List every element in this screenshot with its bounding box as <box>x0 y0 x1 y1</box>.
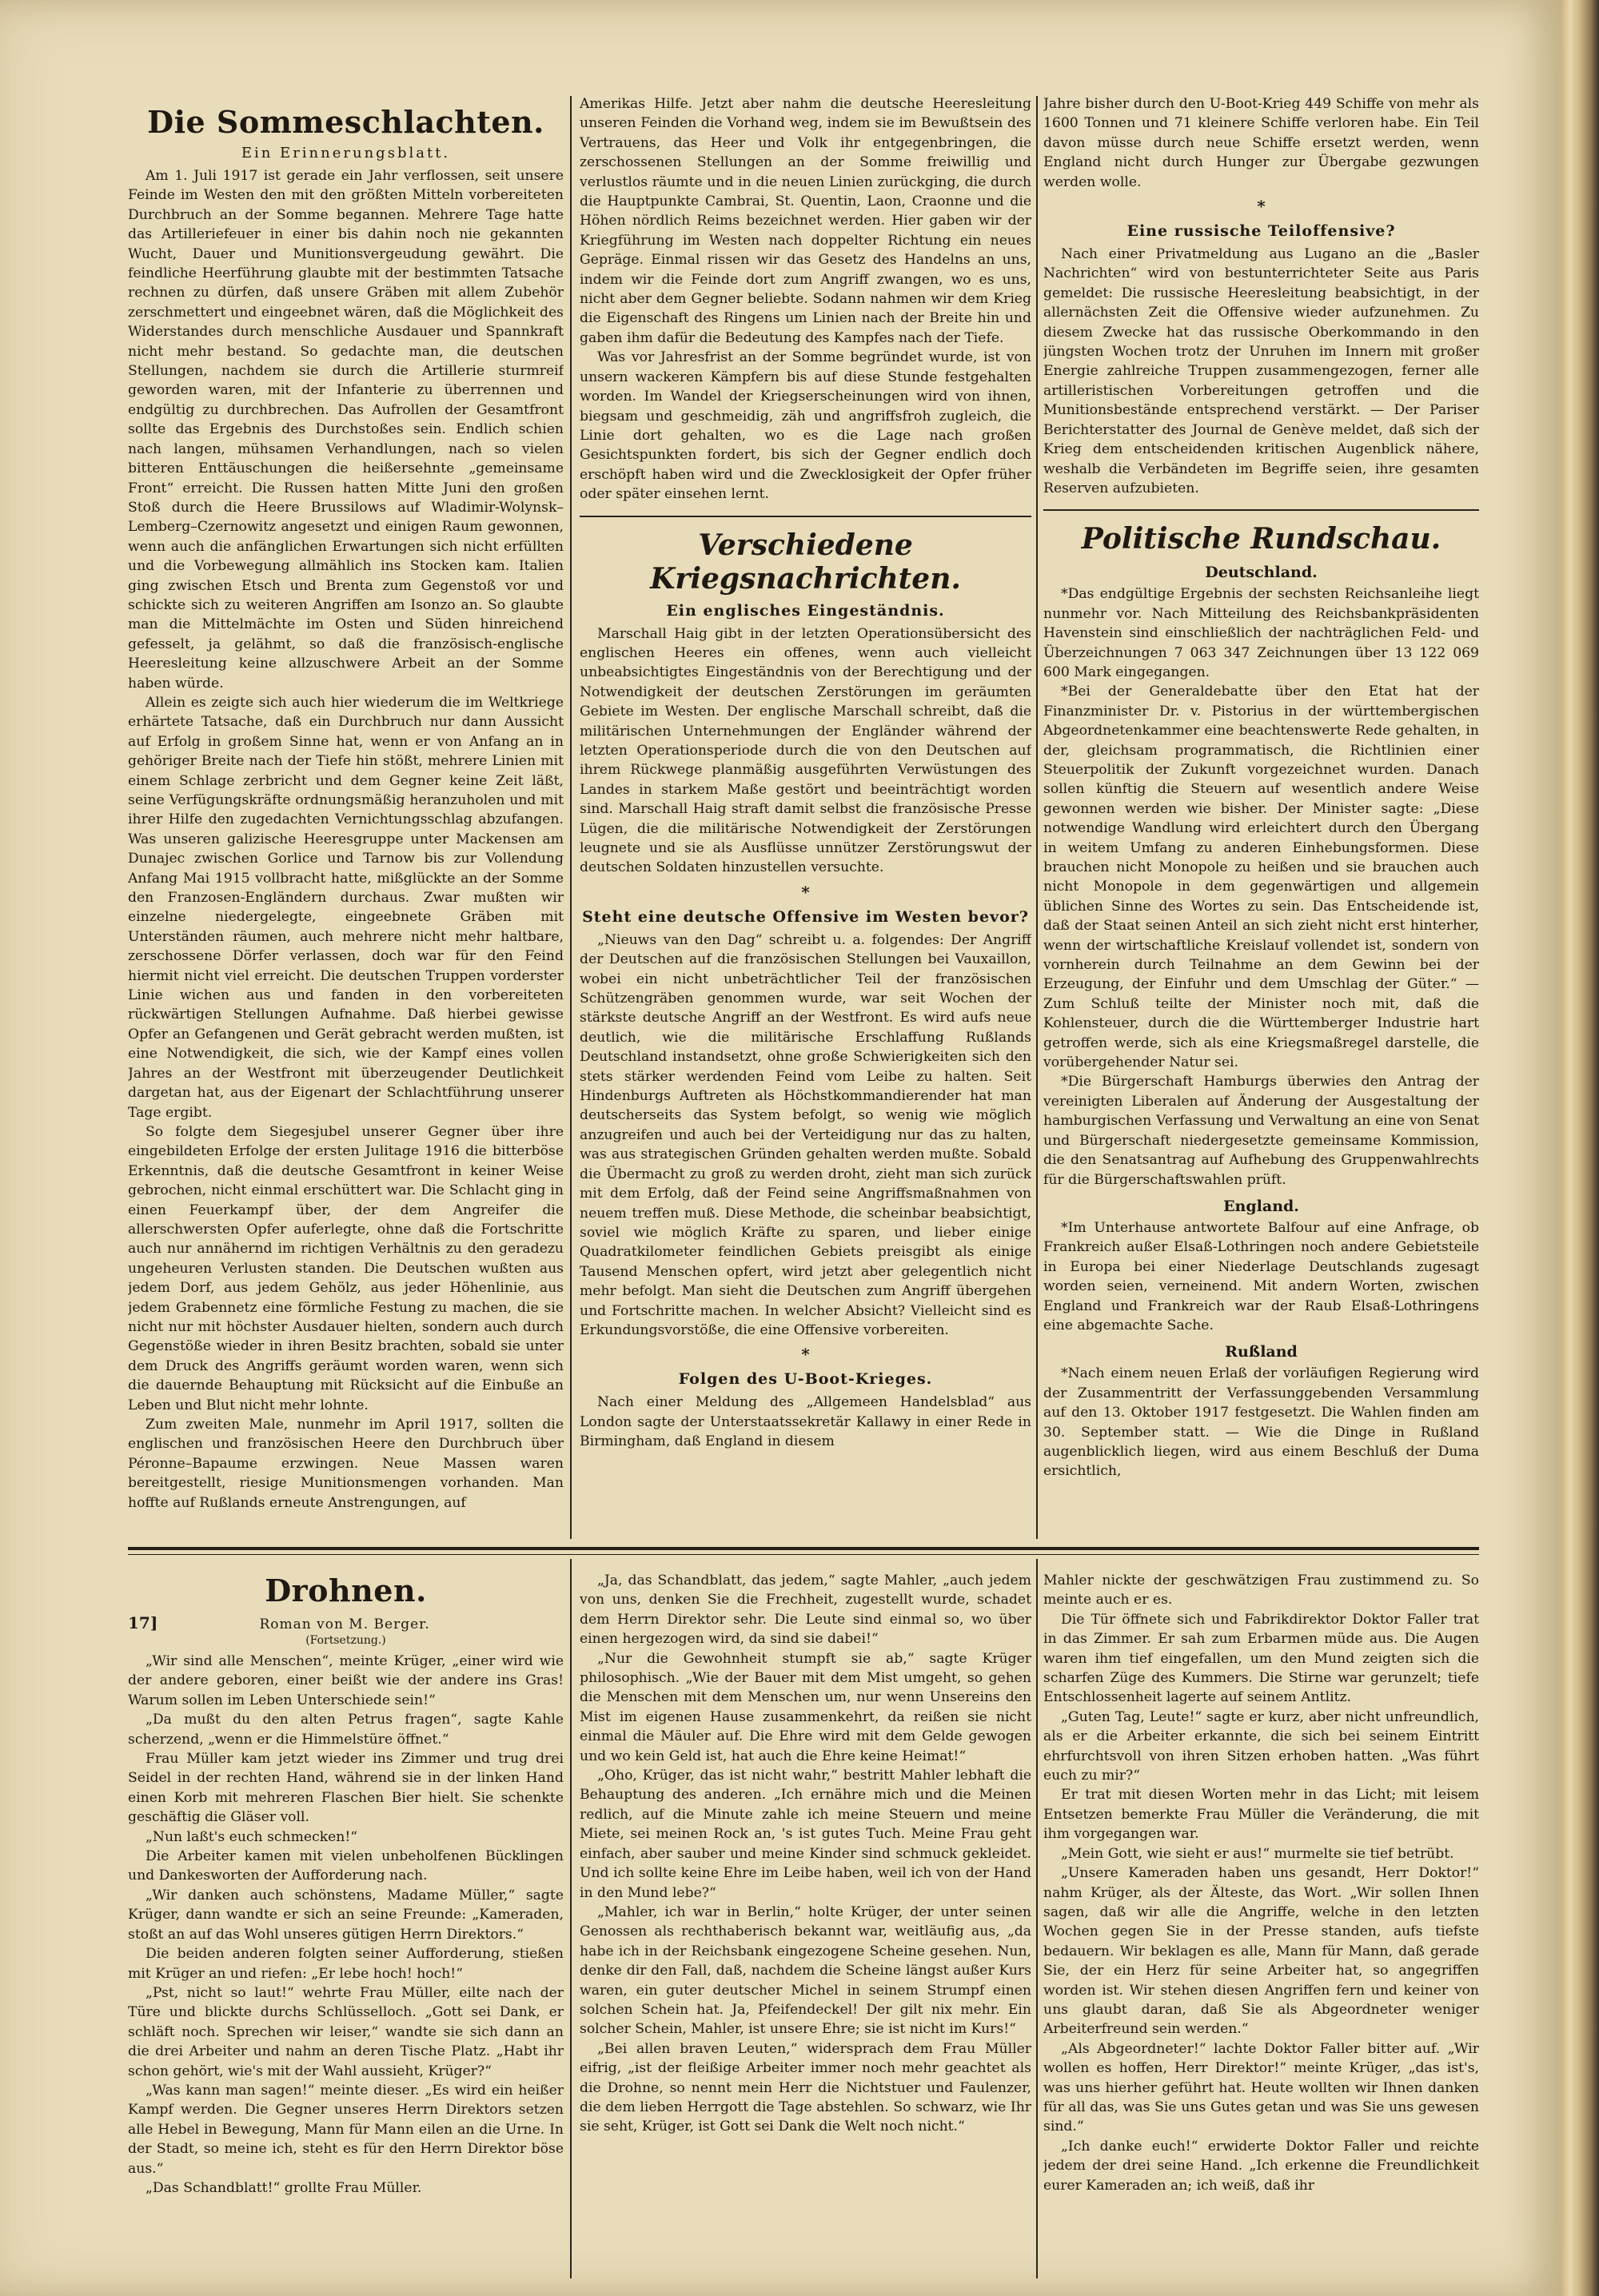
novel-paragraph: „Was kann man sagen!“ meinte dieser. „Es wird ein heißer Kampf werden. Die Gegner unseres Herrn Direktors setzen alle Hebel in Bewegung, Mann für Mann eilen an die Urne. In der Stadt, so meine ich, steht es für den Herrn Direktor böse aus.“ <box>128 2082 564 2177</box>
novel-title: Drohnen. <box>265 1573 427 1608</box>
article-paragraph: Was vor Jahresfrist an der Somme begründet wurde, ist von unsern wackeren Kämpfern bis auf diese Stunde festgehalten worden. Im Wandel der Kriegserscheinungen wird von ihnen, biegsam und geschmeidig, zäh und angriffsfroh zugleich, die Linie dort gehalten, wo es die Lage nach großen Gesichtspunkten fordert, bis sich der Gegner endlich doch erschöpft haben wird und die Zwecklosigkeit der Opfer früher oder später einsehen lernt. <box>580 349 1031 503</box>
novel-paragraph: „Da mußt du den alten Petrus fragen“, sagte Kahle scherzend, „wenn er die Himmelstüre öffnet.“ <box>128 1712 564 1748</box>
article-paragraph: So folgte dem Siegesjubel unserer Gegner über ihre eingebildeten Erfolge der ersten Julitage 1916 die bitterböse Erkenntnis, daß die deutsche Gesamtfront in keiner Weise gebrochen, nicht einmal erschüttert war. Die Schlacht ging in einen Feuerkampf über, der dem Angreifer die allerschwersten Opfer auferlegte, ohne daß die Fortschritte auch nur annähernd im richtigen Verhältnis zu den geradezu ungeheuren Verlusten standen. Die Deutschen wußten aus jedem Dorf, aus jedem Gehölz, aus jeder Höhenlinie, aus jedem Grabennetz eine förmliche Festung zu machen, die sie nicht nur mit höchster Ausdauer hielten, sondern auch durch Gegenstöße wieder in ihren Besitz brachten, sobald sie unter dem Druck des Angriffs geräumt worden waren, wenn sich die dauernde Behauptung mit Rücksicht auf die Einbuße an Leben und Blut nicht mehr lohnte. <box>128 1123 564 1413</box>
news-paragraph: Jahre bisher durch den U-Boot-Krieg 449 Schiffe von mehr als 1600 Tonnen und 71 kleinere Schiffe verloren habe. Ein Teil davon müsse durch neue Schiffe ersetzt werden, wenn England nicht durch Hunger zur Übergabe gezwungen werden wolle. <box>1043 96 1479 190</box>
column-2-bottom <box>580 1571 1031 2274</box>
feuilleton-rule-thin <box>128 1554 1479 1555</box>
novel-paragraph: „Nun laßt's euch schmecken!“ <box>146 1828 358 1845</box>
news-paragraph: *Nach einem neuen Erlaß der vorläufigen Regierung wird der Zusammentritt der Verfassunggebenden Versammlung auf den 13. Oktober 1917 festgesetzt. Die Wahlen finden am 30. September statt. — Wie die Dinge in Rußland augenblicklich liegen, wird aus einem Beschluß der Duma ersichtlich, <box>1043 1365 1479 1480</box>
news-headline: Folgen des U-Boot-Krieges. <box>678 1370 933 1389</box>
novel-paragraph: „Als Abgeordneter!“ lachte Doktor Faller bitter auf. „Wir wollen es hoffen, Herr Direktor!“ meinte Krüger, „das ist's, was uns hierher geführt hat. Heute wollten wir Ihnen danken für all das, was Sie uns Gutes getan und was Sie uns gewesen sind.“ <box>1043 2040 1479 2135</box>
novel-byline: Roman von M. Berger. <box>259 1616 430 1632</box>
novel-paragraph: Frau Müller kam jetzt wieder ins Zimmer und trug drei Seidel in der rechten Hand, während sie in der linken Hand einen Korb mit mehreren Flaschen Bier hielt. Sie schenkte geschäftig die Gläser voll. <box>128 1751 564 1826</box>
news-paragraph: *Die Bürgerschaft Hamburgs überwies den Antrag der vereinigten Liberalen auf Änderung der Ausgestaltung der hamburgischen Verfassung und Verwaltung an eine von Senat und Bürgerschaft niedergesetzte gemeinsame Kommission, die den Senatsantrag auf Aufhebung des Gruppenwahlrechts für die Bürgerschaftswahlen prüft. <box>1043 1074 1479 1188</box>
news-paragraph: Nach einer Meldung des „Allgemeen Handelsblad“ aus London sagte der Unterstaatssekretär Kallawy in einer Rede in Birmingham, daß England in diesem <box>580 1394 1031 1450</box>
news-paragraph: Marschall Haig gibt in der letzten Operationsübersicht des englischen Heeres ein offenes, wenn auch vielleicht unbeabsichtigtes Eingeständnis von der Berechtigung und der Notwendigkeit der deutschen Zerstörungen im geräumten Gebiete im Westen. Der englische Marschall schreibt, daß die militärischen Unternehmungen der Engländer während der letzten Operationsperiode durch die von den Deutschen auf ihrem Rückwege planmäßig ausgeführten Verwüstungen des Landes in starkem Maße gestört und beeinträchtigt worden sind. Marschall Haig straft damit selbst die französische Presse Lügen, die die militärische Notwendigkeit der Zerstörungen leugnete und sie als Ausflüsse unnützer Zerstörungswut der deutschen Soldaten hinzustellen versuchte. <box>580 625 1031 876</box>
news-paragraph: Nach einer Privatmeldung aus Lugano an die „Basler Nachrichten“ wird von bestunterrichteter Seite aus Paris gemeldet: Die russische Heeresleitung beabsichtigt, in der allernächsten Zeit die Offensive wieder aufzunehmen. Zu diesem Zwecke hat das russische Oberkommando in den jüngsten Wochen trotz der Unruhen im Innern mit großer Energie zahlreiche Truppen zusammengezogen, ferner alle artilleristischen Vorbereitungen getroffen und die Munitionsbestände entsprechend verstärkt. — Der Pariser Berichterstatter des Journal de Genève meldet, daß sich der Krieg dem entscheidenden kritischen Augenblick nähere, weshalb die Verbändeten im Begriffe seien, ihre gesamten Reserven aufzubieten. <box>1043 246 1479 496</box>
news-headline: Ein englisches Eingeständnis. <box>666 601 945 620</box>
novel-paragraph: „Mein Gott, wie sieht er aus!“ murmelte sie tief betrübt. <box>1061 1845 1454 1862</box>
column-divider <box>570 1559 572 2278</box>
article-title-sommeschlachten: Die Sommeschlachten. <box>147 104 544 140</box>
novel-paragraph: „Pst, nicht so laut!“ wehrte Frau Müller, eilte nach der Türe und blickte durchs Schlüsselloch. „Gott sei Dank, er schläft noch. Sprechen wir leiser,“ wandte sie sich dann an die drei Arbeiter und nahm an deren Tische Platz. „Habt ihr schon gehört, wie's mit der Wahl aussieht, Krüger?“ <box>128 1984 564 2079</box>
column-3-bottom <box>1043 1571 1479 2274</box>
news-paragraph: *Bei der Generaldebatte über den Etat hat der Finanzminister Dr. v. Pistorius in der württembergischen Abgeordnetenkammer eine beachtenswerte Rede gehalten, in der, gleichsam programmatisch, die Richtlinien einer Steuerpolitik der Zukunft vorgezeichnet wurden. Danach sollen künftig die Steuern auf wesentlich andere Weise gewonnen werden wie bisher. Der Minister sagte: „Diese notwendige Wandlung wird erleichtert durch den Übergang in weitem Umfang zu anderen Einhebungsformen. Diese brauchen nicht Monopole zu heißen und sie brauchen auch nicht Monopole in dem gegenwärtigen und allgemein üblichen Sinne des Wortes zu sein. Das Entscheidende ist, daß der Staat seinen Anteil an sich zieht nicht erst hinterher, wenn der wirtschaftliche Kreislauf vollendet ist, sondern von vornherein durch Teilnahme an dem Gewinn bei der Erzeugung, der Einfuhr und dem Umschlag der Güter.“ — Zum Schluß teilte der Minister noch mit, daß die Kohlensteuer, durch die die Württemberger Industrie hart getroffen werde, sich als eine Kriegsmaßregel darstelle, die vorübergehender Natur sei. <box>1043 684 1479 1071</box>
page-binding-edge <box>1561 0 1599 2296</box>
column-1-top <box>128 94 564 1533</box>
article-paragraph: Allein es zeigte sich auch hier wiederum die im Weltkriege erhärtete Tatsache, daß ein Durchbruch nur dann Aussicht auf Erfolg in großem Sinne hat, wenn er von Anfang an in gehöriger Breite nach der Tiefe hin stößt, mehrere Linien mit einem Schlage zerbricht und dem Gegner keine Zeit läßt, seine Verfügungskräfte ordnungsmäßig heranzuholen und mit ihrer Hilfe den zugedachten Vernichtungsschlag abzufangen. Was unseren galizische Heeresgruppe unter Mackensen am Dunajec zwischen Gorlice und Tarnow bis zur Vollendung Anfang Mai 1915 vollbracht hatte, mißglückte an der Somme den Franzosen-Engländern durchaus. Zwar mußten wir einzelne niedergelegte, eingeebnete Gräben mit Unterständen räumen, auch mehrere nicht mehr haltbare, zerschossene Dörfer verlassen, doch war für den Feind hiermit nicht viel erreicht. Die deutschen Truppen vorderster Linie wichen aus und fanden in den vorbereiteten rückwärtigen Stellungen Aufnahme. Daß hierbei gewisse Opfer an Gefangenen und Gerät gebracht werden mußten, ist eine Notwendigkeit, die sich, wie der Kampf eines vollen Jahres an der Westfront mit überzeugender Deutlichkeit dargetan hat, aus der Eigenart der Schlachtführung unserer Tage ergibt. <box>128 694 564 1121</box>
news-headline: Steht eine deutsche Offensive im Westen bevor? <box>582 907 1029 926</box>
column-divider <box>1036 1559 1038 2278</box>
news-paragraph: „Nieuws van den Dag“ schreibt u. a. folgendes: Der Angriff der Deutschen auf die französischen Stellungen bei Vauxaillon, wobei ein nicht unbeträchtlicher Teil der französischen Schützengräben genommen wurde, war seit Wochen der stärkste deutsche Angriff an der Westfront. Es wird aufs neue deutlich, wie die militärische Erschlaffung Rußlands Deutschland instandsetzt, ohne große Schwierigkeiten sich den stets stärker werdenden Feind vom Leibe zu halten. Seit Hindenburgs Auftreten als Höchstkommandierender hat man deutscherseits das System befolgt, so wenig wie möglich anzugreifen und auch bei der Verteidigung nur das zu halten, was aus strategischen Gründen gehalten werden mußte. Sobald die Übermacht zu groß zu werden droht, zieht man sich zurück mit dem Erfolg, daß der Feind seine Angriffsmaßnahmen von neuem treffen muß. Diese Methode, die scheinbar beabsichtigt, soviel wie möglich Kräfte zu sparen, und lieber einige Quadratkilometer feindlichen Gebiets preisgibt als einige Tausend Menschen opfert, wird jetzt aber gelegentlich nicht mehr befolgt. Man sieht die Deutschen zum Angriff übergehen und Fortschritte machen. In welcher Absicht? Vielleicht sind es Erkundungsvorstöße, die eine Offensive vorbereiten. <box>580 931 1031 1338</box>
article-subtitle: Ein Erinnerungsblatt. <box>241 145 451 161</box>
column-divider <box>1036 96 1038 1539</box>
section-divider <box>1043 509 1479 511</box>
column-1-bottom <box>128 1571 564 2274</box>
novel-paragraph: Die beiden anderen folgten seiner Aufforderung, stießen mit Krüger an und riefen: „Er lebe hoch! hoch!“ <box>128 1946 564 1982</box>
novel-paragraph: „Wir sind alle Menschen“, meinte Krüger, „einer wird wie der andere geboren, einer beißt wie der andere ins Gras! Warum sollen im Leben Unterschiede sein!“ <box>128 1653 564 1708</box>
novel-paragraph: „Oho, Krüger, das ist nicht wahr,“ bestritt Mahler lebhaft die Behauptung des anderen. „Ich ernähre mich und die Meinen redlich, auf die Minute zahle ich meine Steuern und meine Miete, sei meinen Rock an, 's ist gutes Tuch. Meine Frau geht einfach, aber sauber und meine Kinder sind schmuck gekleidet. Und ich sollte keine Ehre im Leibe haben, weil ich von der Hand in den Mund lebe?“ <box>580 1768 1031 1901</box>
asterisk-separator: * <box>801 882 810 902</box>
article-paragraph: Amerikas Hilfe. Jetzt aber nahm die deutsche Heeresleitung unseren Feinden die Vorhand weg, indem sie im Bewußtsein des Vertrauens, das Heer und Volk ihr entgegenbringen, die zerschossenen Stellungen an der Somme freiwillig und verlustlos räumte und in die neuen Linien zurückging, die durch die Hauptpunkte Cambrai, St. Quentin, Laon, Craonne und die Höhen nördlich Reims bezeichnet werden. Hier gaben wir der Kriegführung im Westen nach doppelter Richtung ein neues Gepräge. Einmal rissen wir das Gesetz des Handelns an uns, indem wir die Feinde dort zum Angriff zwangen, wo es uns, nicht aber dem Gegner beliebte. Sodann nahmen wir dem Krieg die Eigenschaft des Ringens um Linien nach der Breite hin und gaben ihm dafür die Bedeutung des Kampfes nach der Tiefe. <box>580 96 1031 346</box>
feuilleton-rule <box>128 1547 1479 1550</box>
asterisk-separator: * <box>1257 197 1266 217</box>
column-3-top <box>1043 94 1479 1533</box>
continuation-note: (Fortsetzung.) <box>305 1634 386 1647</box>
novel-paragraph: „Guten Tag, Leute!“ sagte er kurz, aber nicht unfreundlich, als er die Arbeiter erkannte, die sich bei seinem Eintritt ehrfurchtsvoll von ihren Sitzen erhoben hatten. „Was führt euch zu mir?“ <box>1043 1708 1479 1784</box>
section-title-rundschau: Politische Rundschau. <box>1081 522 1441 556</box>
novel-paragraph: „Ich danke euch!“ erwiderte Doktor Faller und reichte jedem der drei seine Hand. „Ich erkenne die Freundlichkeit eurer Kameraden an; ich weiß, daß ihr <box>1043 2138 1479 2194</box>
country-heading: Deutschland. <box>1205 564 1318 582</box>
novel-paragraph: „Wir danken auch schönstens, Madame Müller,“ sagte Krüger, dann wandte er sich an seine Freunde: „Kameraden, stoßt an auf das Wohl unseres gütigen Herrn Direktors.“ <box>128 1887 564 1943</box>
novel-header <box>128 1613 564 1632</box>
section-divider <box>580 516 1031 517</box>
column-divider <box>570 96 572 1539</box>
novel-paragraph: „Ja, das Schandblatt, das jedem,“ sagte Mahler, „auch jedem von uns, denken Sie die Frechheit, zugestellt wurde, schadet dem Herrn Direktor sehr. Die Leute sind einmal so, wo über einen hergezogen wird, da sind sie dabei!“ <box>580 1573 1031 1648</box>
novel-paragraph: „Das Schandblatt!“ grollte Frau Müller. <box>146 2179 422 2196</box>
novel-paragraph: „Nur die Gewohnheit stumpft sie ab,“ sagte Krüger philosophisch. „Wie der Bauer mit dem Mist umgeht, so gehen die Menschen mit dem Menschen um, nur wenn Unsereins den Mist im eigenen Hause zusammenkehrt, da reißen sie nicht einmal die Mäuler auf. Die Ehre wird mit dem Gelde gewogen und wo kein Geld ist, hat auch die Ehre keine Heimat!“ <box>580 1650 1031 1764</box>
novel-paragraph: Die Arbeiter kamen mit vielen unbeholfenen Bücklingen und Dankesworten der Aufforderung nach. <box>128 1848 564 1884</box>
country-heading: England. <box>1223 1197 1299 1215</box>
article-paragraph: Am 1. Juli 1917 ist gerade ein Jahr verflossen, seit unsere Feinde im Westen den mit den größten Mitteln vorbereiteten Durchbruch an der Somme begannen. Mehrere Tage hatte das Artilleriefeuer in einer bis dahin noch nie gekannten Wucht, Dauer und Munitionsvergeudung gewährt. Die feindliche Heerführung glaubte mit der bestimmten Tatsache rechnen zu dürfen, daß unsere Gräben mit allem Zubehör zerschmettert und eingeebnet wären, daß die Möglichkeit des Widerstandes durch menschliche Ausdauer und Spannkraft nicht mehr bestand. So gedachte man, die deutschen Stellungen, nachdem sie durch die Artillerie sturmreif geworden waren, mit der Infanterie zu überrennen und endgültig zu durchbrechen. Das Aufrollen der Gesamtfront sollte das Ergebnis des Durchstoßes sein. Endlich schien nach langen, mühsamen Verhandlungen, nach so vielen bitteren Enttäuschungen die heißersehnte „gemeinsame Front“ erreicht. Die Russen hatten Mitte Juni den großen Stoß durch die Heere Brussilows auf Wladimir-Wolynsk–Lemberg–Czernowitz angesetzt und einigen Raum gewonnen, wenn auch die anfänglichen Erwartungen sich nicht erfüllten und die Vorbewegung allmählich ins Stocken kam. Italien ging zwischen Etsch und Brenta zum Gegenstoß vor und schickte sich zu weiteren Angriffen am Isonzo an. So glaubte man die Mittelmächte im Osten und Süden hinreichend gefesselt, ja gelähmt, so daß die französisch-englische Heeresleitung keine allzuschwere Arbeit an der Somme haben würde. <box>128 168 564 692</box>
novel-paragraph: „Mahler, ich war in Berlin,“ holte Krüger, der unter seinen Genossen als rechthaberisch bekannt war, weitläufig aus, „da habe ich in der Reichsbank eingezogene Scheine gesehen. Nun, denke dir den Fall, daß, nachdem die Scheine längst außer Kurs waren, ein guter deutscher Michel in seinem Strumpf einen solchen Schein hat. Ja, Pfeifendeckel! Der gilt nix mehr. Ein solcher Schein, Mahler, ist unsere Ehre; sie ist nicht im Kurs!“ <box>580 1903 1031 2038</box>
news-paragraph: *Im Unterhause antwortete Balfour auf eine Anfrage, ob Frankreich außer Elsaß-Lothringen noch andere Gebietsteile in Europa bei einer Niederlage Deutschlands zugesagt worden seien, verneinend. Mit andern Worten, zwischen England und Frankreich war der Raub Elsaß-Lothringens eine abgemachte Sache. <box>1043 1219 1479 1333</box>
article-paragraph: Zum zweiten Male, nunmehr im April 1917, sollten die englischen und französischen Heere den Durchbruch über Péronne–Bapaume erzwingen. Neue Massen waren bereitgestellt, riesige Munitionsmengen vorhanden. Man hoffte auf Rußlands erneute Anstrengungen, auf <box>128 1417 564 1511</box>
novel-paragraph: Mahler nickte der geschwätzigen Frau zustimmend zu. So meinte auch er es. <box>1043 1573 1479 1608</box>
country-heading: Rußland <box>1225 1343 1298 1361</box>
section-title-kriegsnachrichten: Verschiedene Kriegsnachrichten. <box>650 528 961 596</box>
installment-number: 17] <box>128 1613 158 1632</box>
novel-paragraph: „Bei allen braven Leuten,“ widersprach dem Frau Müller eifrig, „ist der fleißige Arbeiter immer noch mehr geachtet als die Drohne, so nennt mein Herr die Nichtstuer und Faulenzer, die dem lieben Herrgott die Tage abstehlen. So schwarz, wie Ihr sie seht, Krüger, ist Gott sei Dank die Welt noch nicht.“ <box>580 2040 1031 2135</box>
column-2-top <box>580 94 1031 1533</box>
news-headline: Eine russische Teiloffensive? <box>1126 222 1396 241</box>
news-paragraph: *Das endgültige Ergebnis der sechsten Reichsanleihe liegt nunmehr vor. Nach Mitteilung des Reichsbankpräsidenten Havenstein sind einschließlich der nachträglichen Feld- und Überzeichnungen 7 063 347 Zeichnungen über 13 122 069 600 Mark eingegangen. <box>1043 586 1479 680</box>
novel-paragraph: Er trat mit diesen Worten mehr in das Licht; mit leisem Entsetzen bemerkte Frau Müller die Veränderung, die mit ihm vorgegangen war. <box>1043 1787 1479 1843</box>
asterisk-separator: * <box>801 1345 810 1365</box>
novel-paragraph: Die Tür öffnete sich und Fabrikdirektor Doktor Faller trat in das Zimmer. Er sah zum Erbarmen müde aus. Die Augen waren ihm tief eingefallen, um den Mund zeigten sich die scharfen Züge des Kummers. Die Stirne war gerunzelt; tiefe Entschlossenheit lagerte auf seinem Antlitz. <box>1043 1611 1479 1706</box>
novel-paragraph: „Unsere Kameraden haben uns gesandt, Herr Doktor!“ nahm Krüger, als der Älteste, das Wort. „Wir sollen Ihnen sagen, daß wir alle die Angriffe, welche in den letzten Wochen gegen Sie in der Presse standen, aufs tiefste bedauern. Wir beklagen es alle, Mann für Mann, daß gerade Sie, der ein Herz für seine Arbeiter hat, so angegriffen worden ist. Wir stehen diesen Angriffen fern und keiner von uns glaubt daran, daß Sie als Abgeordneter weniger Arbeiterfreund sein werden.“ <box>1043 1865 1479 2038</box>
